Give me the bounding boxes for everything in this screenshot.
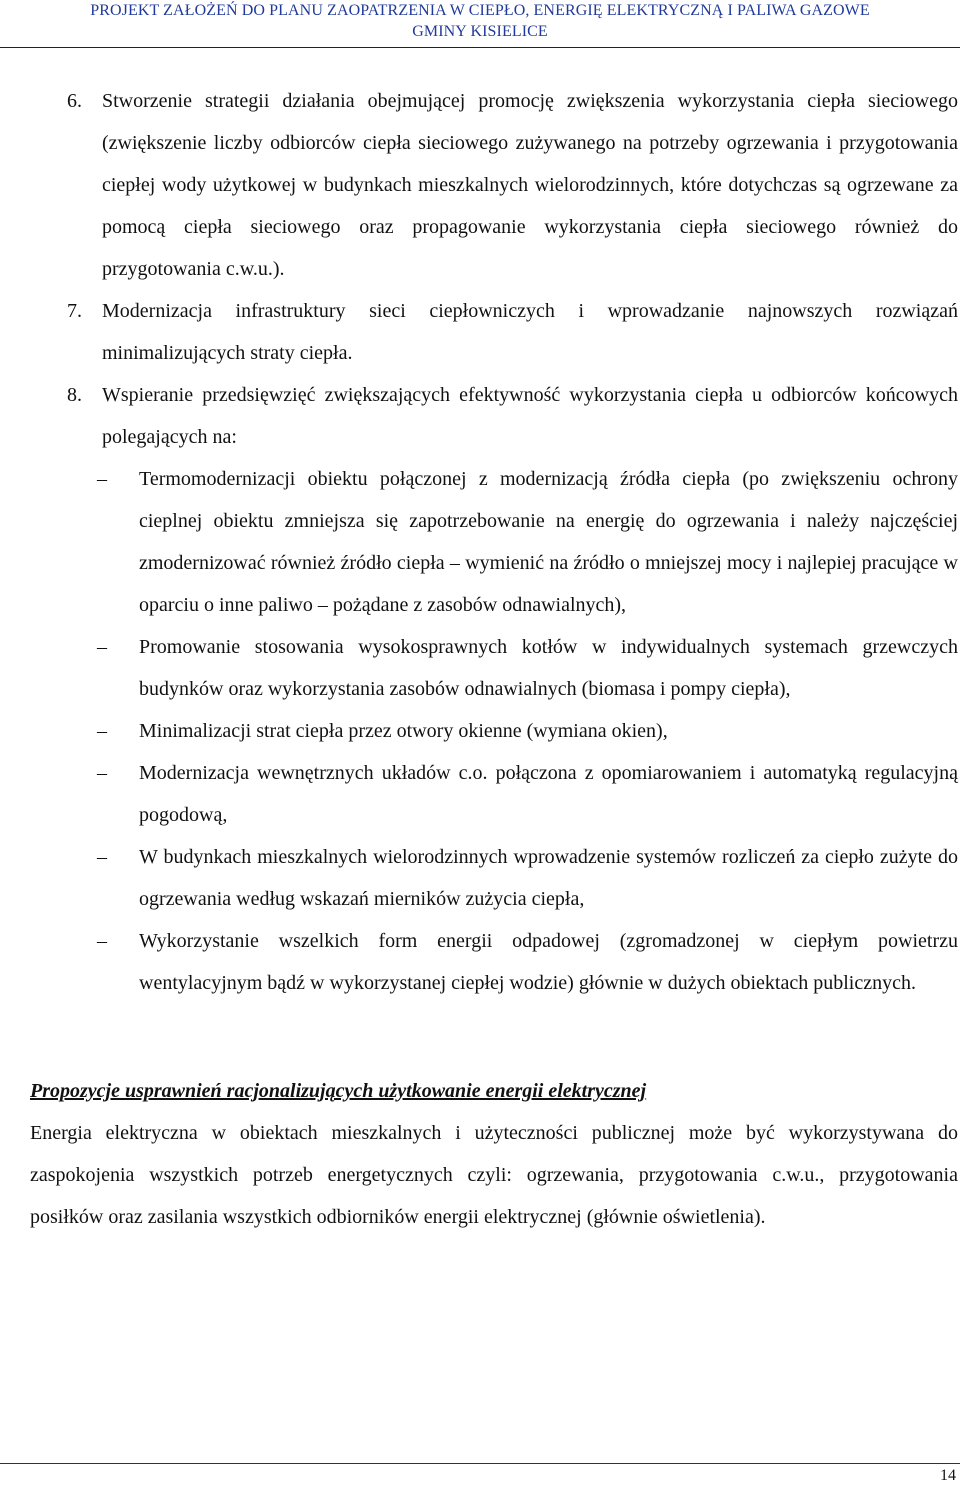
dash-list-item-text: Minimalizacji strat ciepła przez otwory okienne (wymiana okien), [139, 720, 668, 742]
dash-marker: – [97, 930, 107, 952]
list-item-text: Modernizacja infrastruktury sieci ciepłowniczych i wprowadzanie najnowszych rozwiązań minimalizujących straty ciepła. [102, 300, 958, 364]
list-item-8 [30, 374, 958, 458]
dash-marker: – [97, 636, 107, 658]
dash-list-item-text: Promowanie stosowania wysokosprawnych kotłów w indywidualnych systemach grzewczych budynków oraz wykorzystania zasobów odnawialnych (biomasa i pompy ciepła), [139, 636, 958, 700]
dash-list-item [30, 836, 958, 920]
footer-divider [0, 1463, 960, 1464]
dash-list-item [30, 920, 958, 1004]
dash-marker: – [97, 762, 107, 784]
header-title-line2: GMINY KISIELICE [412, 23, 548, 40]
list-item-text: Stworzenie strategii działania obejmującej promocję zwiększenia wykorzystania ciepła sieciowego (zwiększenie liczby odbiorców ciepła sieciowego zużywanego na potrzeby ogrzewania i przygotowania ciepłej wody użytkowej w budynkach mieszkalnych wielorodzinnych, które dotychczas są ogrzewane za pomocą ciepła sieciowego oraz propagowanie wykorzystania ciepła sieciowego również do przygotowania c.w.u.). [102, 90, 958, 280]
page-number: 14 [940, 1467, 956, 1484]
dash-list-item-text: W budynkach mieszkalnych wielorodzinnych wprowadzenie systemów rozliczeń za ciepło zużyte do ogrzewania według wskazań mierników zużycia ciepła, [139, 846, 958, 910]
document-header [0, 0, 960, 42]
dash-list-item [30, 626, 958, 710]
section-paragraph: Energia elektryczna w obiektach mieszkalnych i użyteczności publicznej może być wykorzystywana do zaspokojenia wszystkich potrzeb energetycznych czyli: ogrzewania, przygotowania c.w.u., przygotowania posiłków oraz zasilania wszystkich odbiorników energii elektrycznej (głównie oświetlenia). [30, 1122, 958, 1228]
dash-list-item-text: Wykorzystanie wszelkich form energii odpadowej (zgromadzonej w ciepłym powietrzu wentylacyjnym bądź w wykorzystanej ciepłej wodzie) głównie w dużych obiektach publicznych. [139, 930, 958, 994]
list-item-number: 7. [67, 300, 82, 322]
document-body [30, 80, 958, 1238]
list-item-number: 6. [67, 90, 82, 112]
list-item-text: Wspieranie przedsięwzięć zwiększających efektywność wykorzystania ciepła u odbiorców końcowych polegających na: [102, 384, 958, 448]
header-divider [0, 47, 960, 48]
section-heading: Propozycje usprawnień racjonalizujących użytkowanie energii elektrycznej [30, 1080, 647, 1102]
list-item-number: 8. [67, 384, 82, 406]
dash-list-item [30, 458, 958, 626]
dash-list-item [30, 710, 958, 752]
dash-list-item-text: Modernizacja wewnętrznych układów c.o. połączona z opomiarowaniem i automatyką regulacyjną pogodową, [139, 762, 958, 826]
dash-marker: – [97, 468, 107, 490]
header-title-line1: PROJEKT ZAŁOŻEŃ DO PLANU ZAOPATRZENIA W CIEPŁO, ENERGIĘ ELEKTRYCZNĄ I PALIWA GAZOWE [90, 2, 870, 19]
list-item-6 [30, 80, 958, 290]
dash-marker: – [97, 720, 107, 742]
dash-list [30, 458, 958, 1004]
dash-list-item [30, 752, 958, 836]
dash-marker: – [97, 846, 107, 868]
dash-list-item-text: Termomodernizacji obiektu połączonej z modernizacją źródła ciepła (po zwiększeniu ochrony cieplnej obiektu zmniejsza się zapotrzebowanie na energię do ogrzewania i należy najczęściej zmodernizować również źródło ciepła – wymienić na źródło o mniejszej mocy i najlepiej pracujące w oparciu o inne paliwo – pożądane z zasobów odnawialnych), [139, 468, 958, 616]
list-item-7 [30, 290, 958, 374]
